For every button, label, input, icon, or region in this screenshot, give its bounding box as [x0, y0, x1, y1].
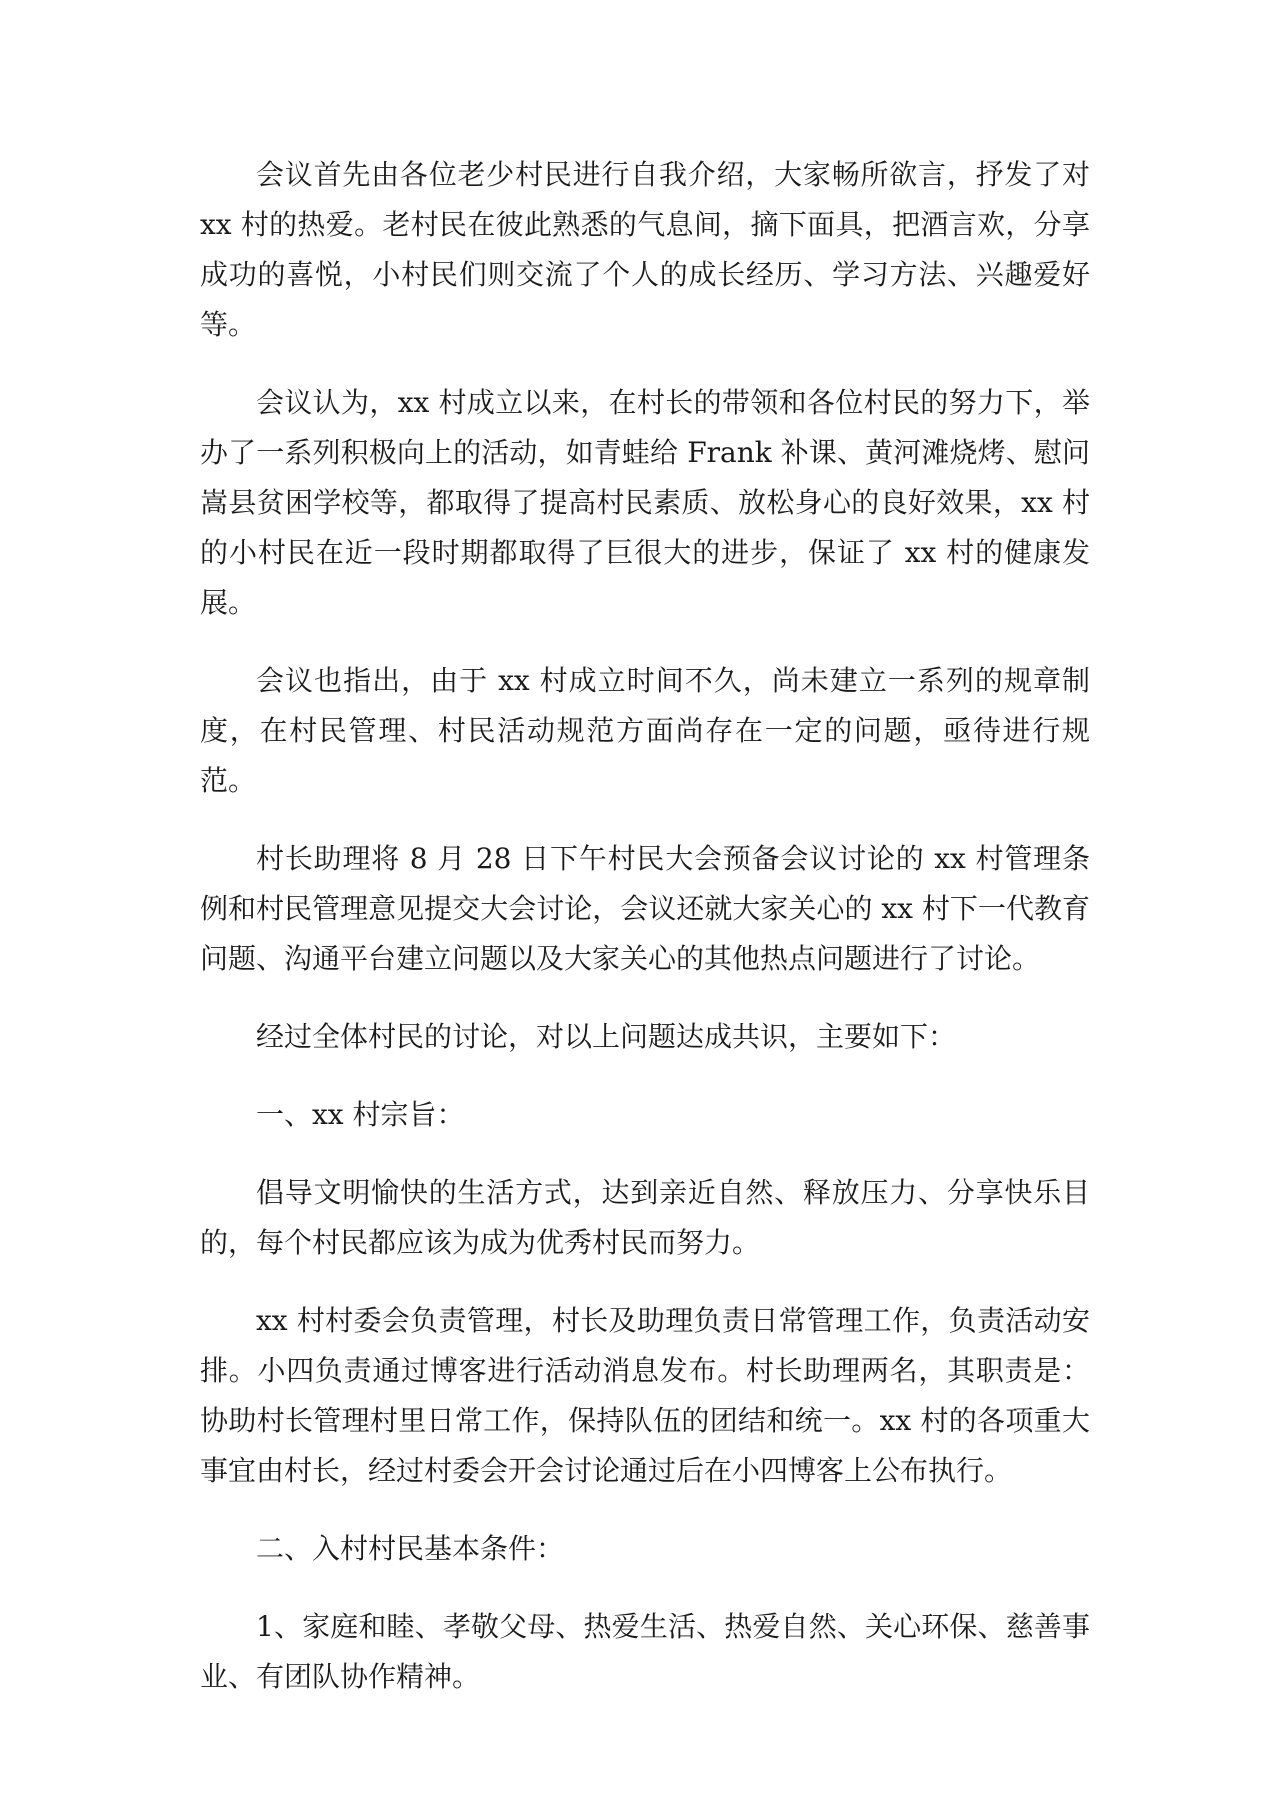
- paragraph-discussion: 村长助理将 8 月 28 日下午村民大会预备会议讨论的 xx 村管理条例和村民管理意见提交大会讨论，会议还就大家关心的 xx 村下一代教育问题、沟通平台建立问题以及大家关心的其他热点问题进行了讨论。: [200, 842, 1090, 975]
- section-heading-membership: 二、入村村民基本条件：: [256, 1532, 565, 1565]
- paragraph-consensus: 经过全体村民的讨论，对以上问题达成共识，主要如下：: [256, 1020, 957, 1053]
- document-body: [200, 150, 1090, 1730]
- paragraph-issues: 会议也指出，由于 xx 村成立时间不久，尚未建立一系列的规章制度，在村民管理、村民活动规范方面尚存在一定的问题，亟待进行规范。: [200, 664, 1090, 797]
- paragraph-achievements: 会议认为，xx 村成立以来，在村长的带领和各位村民的努力下，举办了一系列积极向上的活动，如青蛙给 Frank 补课、黄河滩烧烤、慰问嵩县贫困学校等，都取得了提高村民素质、放松身心的良好效果，xx 村的小村民在近一段时期都取得了巨很大的进步，保证了 xx 村的健康发展。: [200, 386, 1090, 619]
- paragraph-management: xx 村村委会负责管理，村长及助理负责日常管理工作，负责活动安排。小四负责通过博客进行活动消息发布。村长助理两名，其职责是：协助村长管理村里日常工作，保持队伍的团结和统一。xx 村的各项重大事宜由村长，经过村委会开会讨论通过后在小四博客上公布执行。: [200, 1304, 1090, 1487]
- list-item-condition-1: 1、家庭和睦、孝敬父母、热爱生活、热爱自然、关心环保、慈善事业、有团队协作精神。: [200, 1610, 1090, 1693]
- section-heading-purpose: 一、xx 村宗旨：: [256, 1098, 465, 1131]
- paragraph-purpose: 倡导文明愉快的生活方式，达到亲近自然、释放压力、分享快乐目的，每个村民都应该为成为优秀村民而努力。: [200, 1176, 1090, 1259]
- paragraph-intro: 会议首先由各位老少村民进行自我介绍，大家畅所欲言，抒发了对 xx 村的热爱。老村民在彼此熟悉的气息间，摘下面具，把酒言欢，分享成功的喜悦，小村民们则交流了个人的成长经历、学习方法、兴趣爱好等。: [200, 158, 1090, 341]
